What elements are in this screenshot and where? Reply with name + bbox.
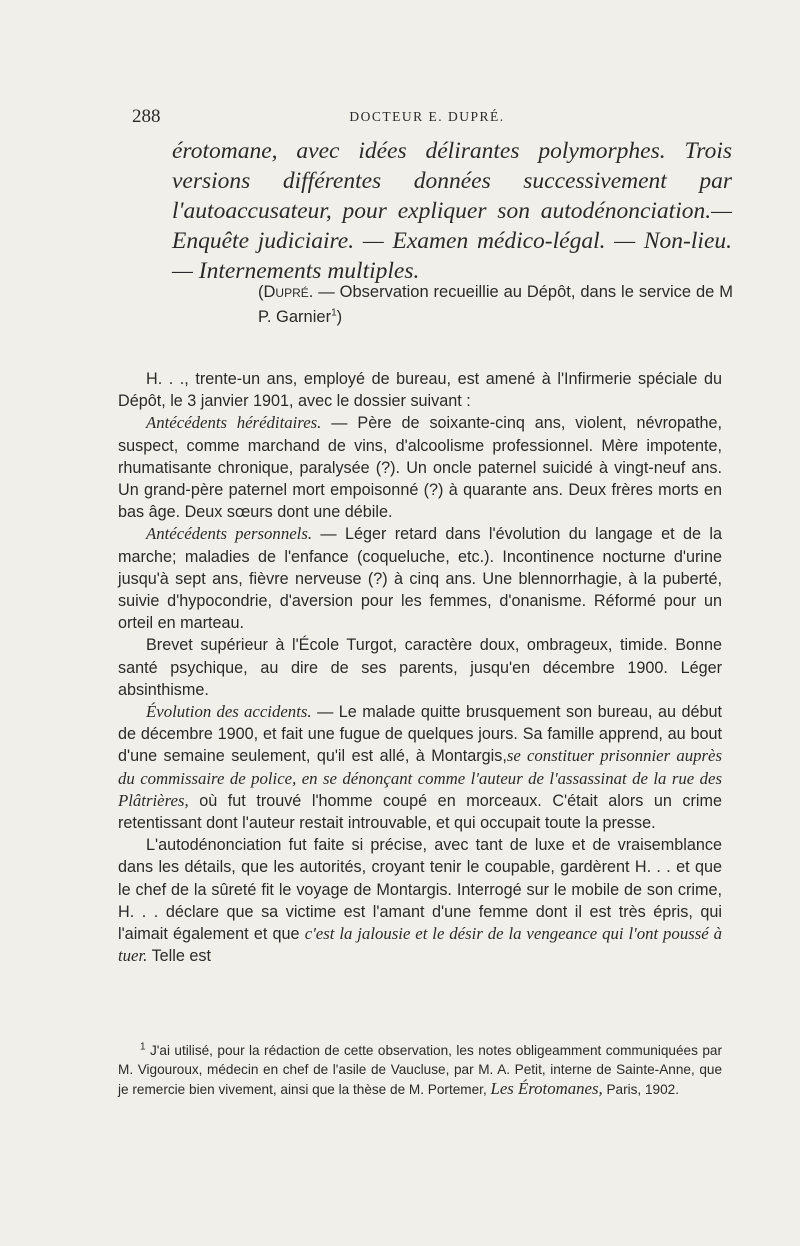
attribution-author: Dupré [263,283,309,301]
paragraph-autodenunciation-text-b: Telle est [147,947,211,966]
paragraph-hereditary-text: — Père de soixante-cinq ans, violent, névropathe, suspect, comme marchand de vins, d'alcoolisme professionnel. Mère impotente, rhumatisante chronique, paralysée (?). Un oncle paternel suicidé à vingt-neuf ans. Un grand-père paternel mort empoisonné (?) à quarante ans. Deux frères morts en bas âge. Deux sœurs dont une débile. [118,414,722,522]
footnote-text-b: Paris, 1902. [602,1082,680,1097]
paragraph-education: Brevet supérieur à l'École Turgot, caractère doux, ombrageux, timide. Bonne santé psychique, au dire de ses parents, jusqu'en décembre 1900. Léger absinthisme. [118,636,722,699]
paragraph-intro: H. . ., trente-un ans, employé de bureau, est amené à l'Infirmerie spéciale du Dépôt, le 3 janvier 1901, avec le dossier suivant : [118,370,722,411]
chapter-summary: érotomane, avec idées délirantes polymorphes. Trois versions différentes données successivement par l'autoaccusateur, pour expliquer son autodénonciation.— Enquête judiciaire. — Examen médico-légal. — Non-lieu. — Internements multiples. [172,138,732,284]
paragraph-personal [118,523,722,634]
footnote-reference: 1 [331,307,337,319]
paragraph-autodenunciation [118,834,722,967]
paragraph-personal-text: — Léger retard dans l'évolution du langage et de la marche; maladies de l'enfance (coqueluche, etc.). Incontinence nocturne d'urine jusqu'à sept ans, fièvre nerveuse (?) à cinq ans. Une blennorrhagie, à la puberté, suivie d'hypocondrie, d'aversion pour les femmes, d'onanisme. Réformé pour un orteil en marteau. [118,525,722,633]
page-number: 288 [132,106,161,127]
section-heading-personal: Antécédents personnels. [146,524,313,544]
page-header [132,106,722,130]
paragraph-autodenunciation-text-a: L'autodénonciation fut faite si précise, avec tant de luxe et de vraisemblance dans les détails, que les autorités, croyant tenir le coupable, gardèrent H. . . et que le chef de la sûreté fit le voyage de Montargis. Interrogé sur le mobile de son crime, H. . . déclare que sa victime est l'amant d'une femme dont il est très épris, qui l'aimait également et que [118,836,722,944]
footnote-text-a: J'ai utilisé, pour la rédaction de cette observation, les notes obligeamment communiquées par M. Vigouroux, médecin en chef de l'asile de Vaucluse, par M. A. Petit, interne de Sainte-Anne, que je remercie bien vivement, ainsi que la thèse de M. Portemer, [118,1043,722,1097]
observation-attribution [258,280,733,330]
section-heading-evolution: Évolution des accidents. [146,702,312,722]
attribution-open: ( [258,283,264,301]
paragraph-autodenunciation-italic: c'est la jalousie et le désir de la vengeance qui l'ont poussé à tuer. [118,924,722,966]
paragraph-evolution [118,701,722,834]
section-heading-hereditary: Antécédents héréditaires. [146,413,322,433]
footnote-mark: 1 [140,1041,146,1053]
paragraph-hereditary [118,412,722,523]
footnote [118,1041,722,1099]
footnote-title: Les Érotomanes, [490,1079,603,1098]
paragraph-evolution-italic: se constituer prisonnier auprès du commissaire de police, en se dénonçant comme l'auteur de l'assassinat de la rue des Plâtrières, [118,746,722,810]
body-text [118,368,722,967]
running-head: DOCTEUR E. DUPRÉ. [349,109,505,124]
attribution-text: . — Observation recueillie au Dépôt, dans le service de M P. Garnier [258,283,733,326]
attribution-close: ) [336,308,343,326]
paragraph-evolution-text-a: — Le malade quitte brusquement son bureau, au début de décembre 1900, et fait une fugue de quelques jours. Sa famille apprend, au bout d'une semaine seulement, qu'il est allé, à Montargis, [118,703,722,766]
paragraph-evolution-text-b: où fut trouvé l'homme coupé en morceaux. C'était alors un crime retentissant dont l'auteur restait introuvable, et qui occupait toute la presse. [118,791,722,833]
